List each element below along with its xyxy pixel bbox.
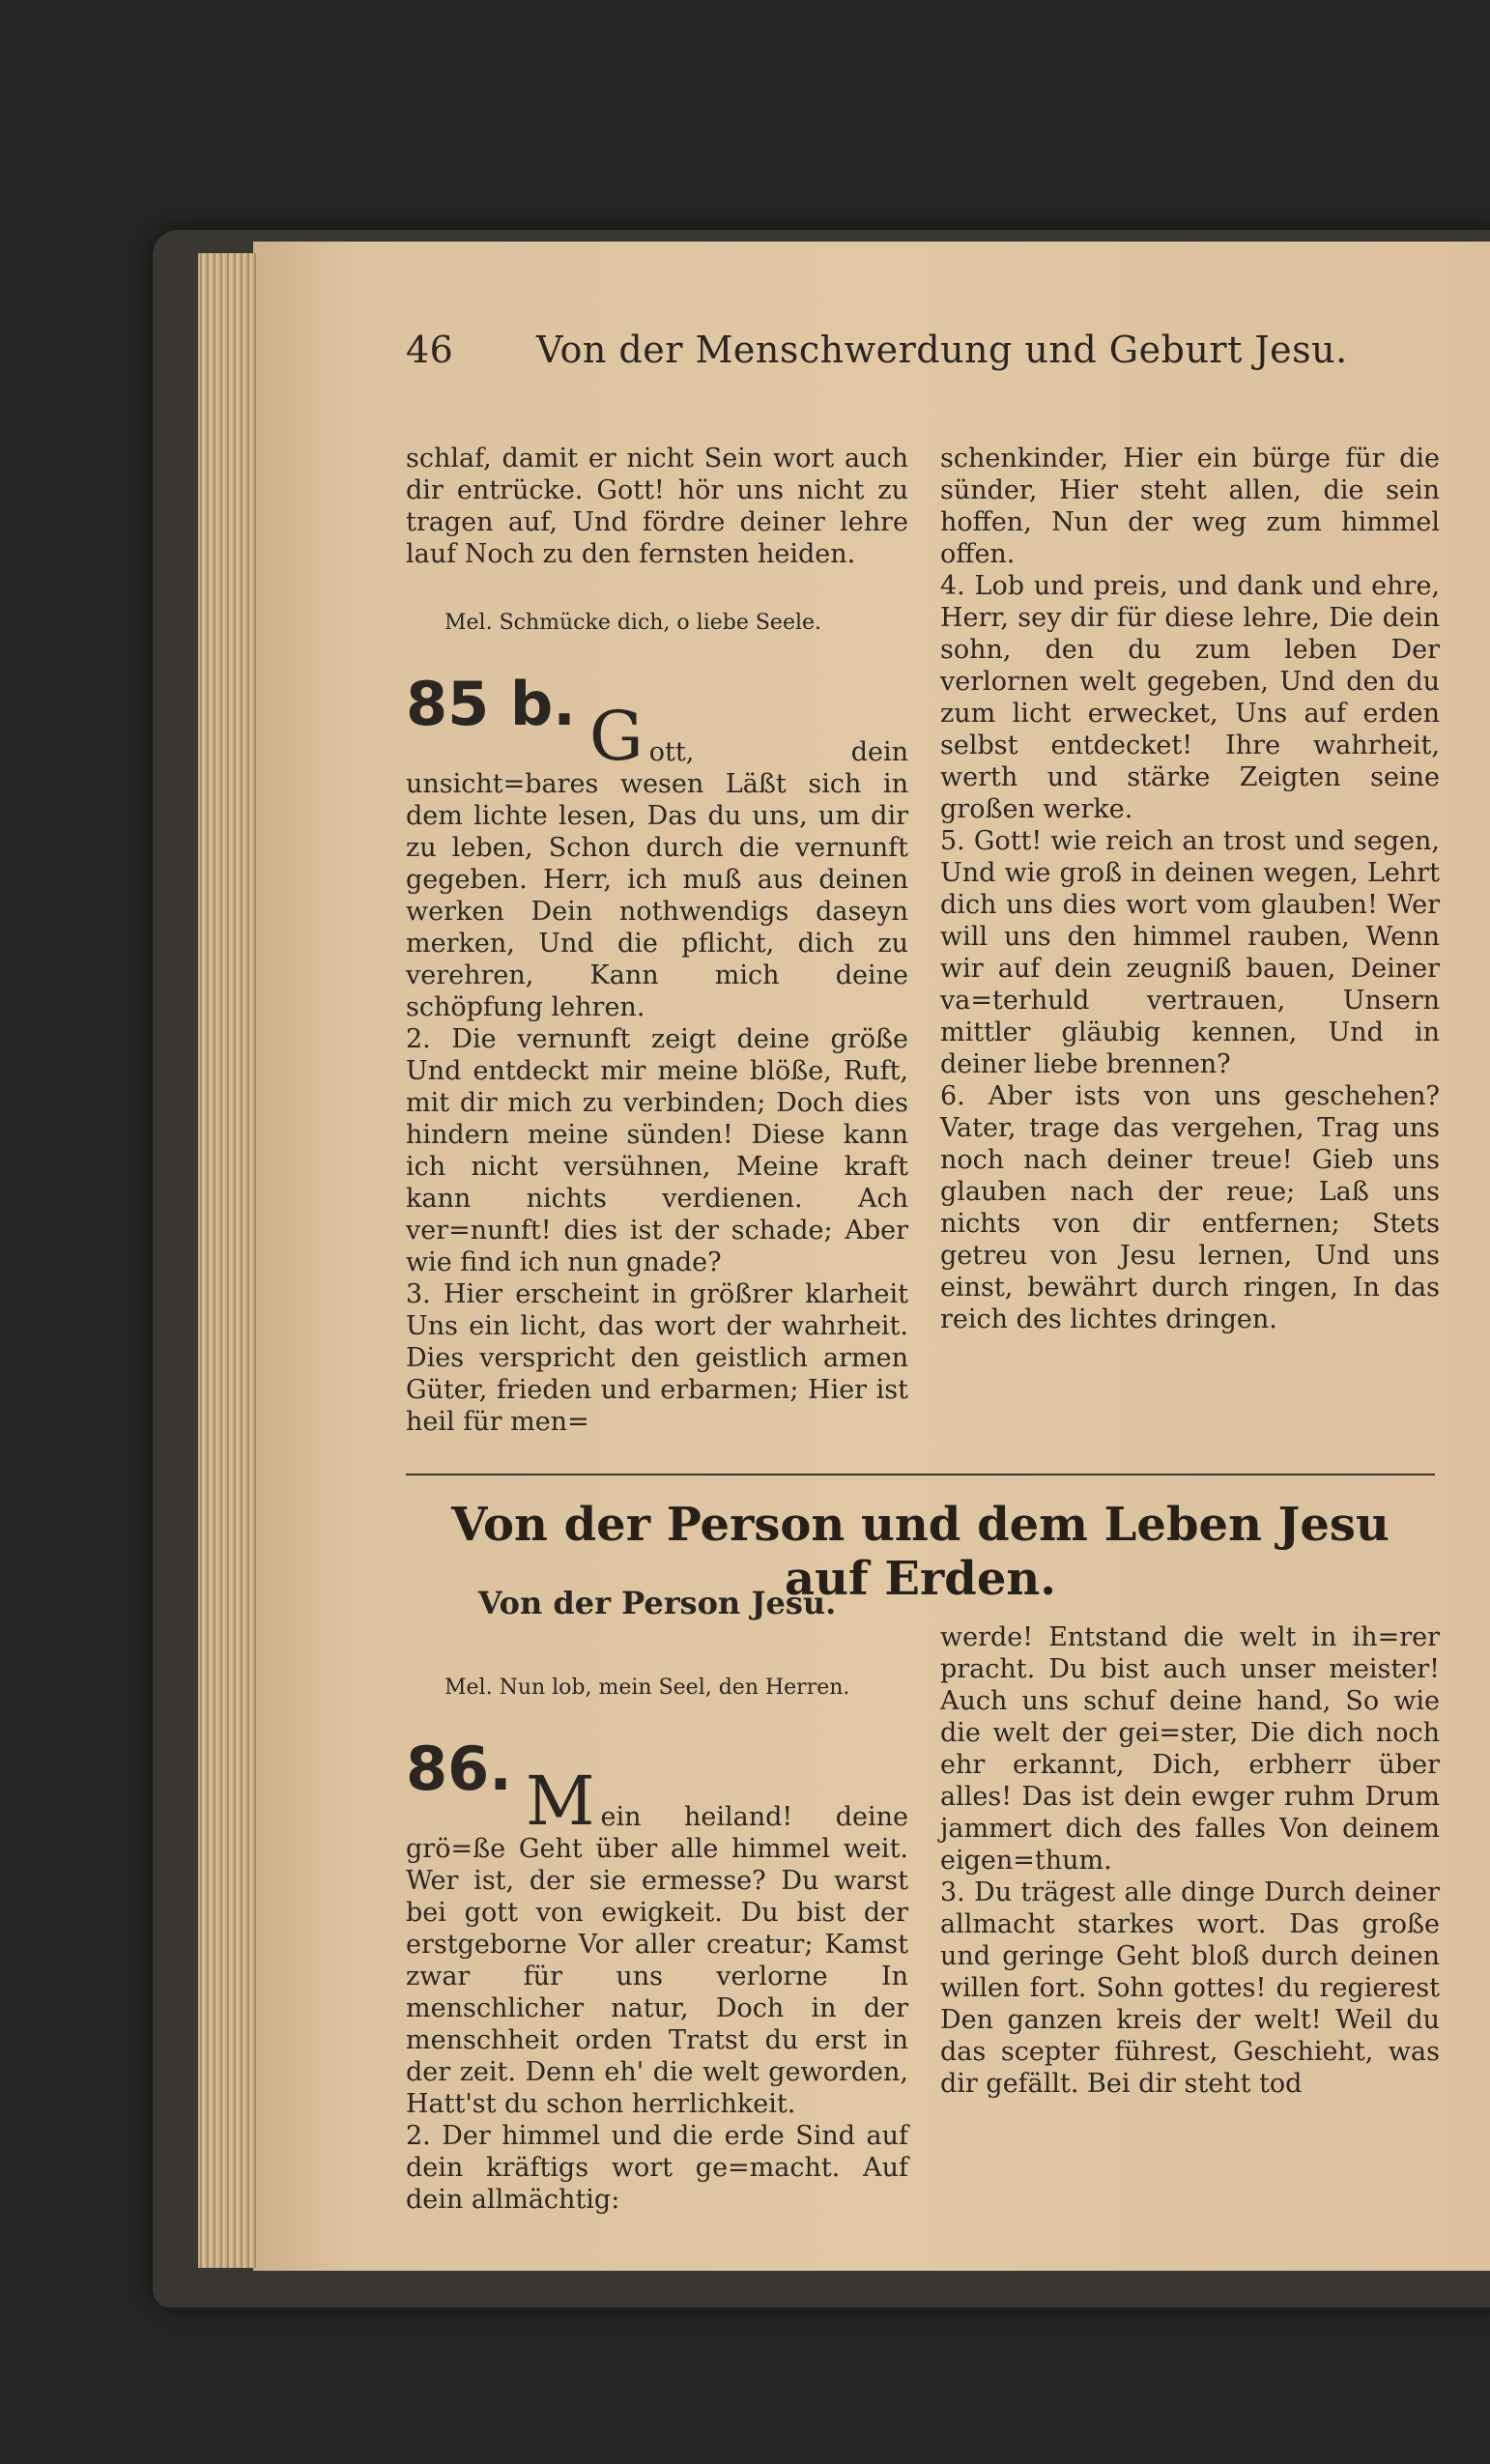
melody-note: Mel. Schmücke dich, o liebe Seele. xyxy=(444,611,822,635)
column-bottom-left xyxy=(406,1590,908,2216)
section-divider xyxy=(406,1474,1435,1476)
page-edges xyxy=(198,253,256,2268)
running-title: Von der Menschwerdung und Geburt Jesu. xyxy=(536,329,1348,371)
column-top-right xyxy=(940,411,1440,1335)
hymn-text: ein heiland! deine grö=ße Geht über alle himmel weit. Wer ist, der sie ermesse? Du warst bei gott von ewigkeit. Du bist der erstgeborne Vor aller creatur; Kamst zwar für uns verlorne In menschlicher natur, Doch in der menschheit orden Tratst du erst in der zeit. Denn eh' die welt geworden, Hatt'st du schon herrlichkeit. 2. Der himmel und die erde Sind auf dein kräftigs wort ge=macht. Auf dein allmächtig: xyxy=(406,1802,908,2215)
drop-initial: M xyxy=(525,1762,595,1841)
melody-note: Mel. Nun lob, mein Seel, den Herren. xyxy=(444,1676,850,1700)
hymn-text: schenkinder, Hier ein bürge für die sünder, Hier steht allen, die sein hoffen, Nun der weg zum himmel offen. 4. Lob und preis, und dank und ehre, Herr, sey dir für diese lehre, Die dein sohn, den du zum leben Der verlornen welt gegeben, Und den du zum licht erwecket, Uns auf erden selbst entdecket! Ihre wahrheit, werth und stärke Zeigten seine großen werke. 5. Gott! wie reich an trost und segen, Und wie groß in deinen wegen, Lehrt dich uns dies wort vom glauben! Wer will uns den himmel rauben, Wenn wir auf dein zeugniß bauen, Deiner va=terhuld vertrauen, Unsern mittler gläubig kennen, Und in deiner liebe brennen? 6. Aber ists von uns geschehen? Vater, trage das vergehen, Trag uns noch nach deiner treue! Gieb uns glauben nach der reue; Laß uns nichts von dir entfernen; Stets getreu von Jesu lernen, Und uns einst, bewährt durch ringen, In das reich des lichtes dringen. xyxy=(940,444,1440,1334)
hymn-number: 86. xyxy=(406,1733,512,1804)
hymn-number: 85 b. xyxy=(406,669,576,739)
hymn-text: werde! Entstand die welt in ih=rer pracht. Du bist auch unser meister! Auch uns schuf deine hand, So wie die welt der gei=ster, Die dich noch ehr erkannt, Dich, erbherr über alles! Das ist dein ewger ruhm Drum jammert dich des falles Von deinem eigen=thum. 3. Du trägest alle dinge Durch deiner allmacht starkes wort. Das große und geringe Geht bloß durch deinen willen fort. Sohn gottes! du regierest Den ganzen kreis der welt! Weil du das scepter führest, Geschieht, was dir gefällt. Bei dir steht tod xyxy=(940,1622,1440,2099)
column-bottom-right xyxy=(940,1590,1440,2100)
column-top-left xyxy=(406,411,908,1438)
continued-text: schlaf, damit er nicht Sein wort auch dir entrücke. Gott! hör uns nicht zu tragen auf, Und fördre deiner lehre lauf Noch zu den fernsten heiden. xyxy=(406,444,908,569)
subsection-title: Von der Person Jesu. xyxy=(477,1585,837,1621)
hymn-text: ott, dein unsicht=bares wesen Läßt sich in dem lichte lesen, Das du uns, um dir zu leben, Schon durch die vernunft gegeben. Herr, ich muß aus deinen werken Dein nothwendigs daseyn merken, Und die pflicht, dich zu verehren, Kann mich deine schöpfung lehren. 2. Die vernunft zeigt deine größe Und entdeckt mir meine blöße, Ruft, mit dir mich zu verbinden; Doch dies hindern meine sünden! Diese kann ich nicht versühnen, Meine kraft kann nichts verdienen. Ach ver=nunft! dies ist der schade; Aber wie find ich nun gnade? 3. Hier erscheint in größrer klarheit Uns ein licht, das wort der wahrheit. Dies verspricht den geistlich armen Güter, frieden und erbarmen; Hier ist heil für men= xyxy=(406,737,908,1437)
running-header xyxy=(406,329,1372,387)
page-number: 46 xyxy=(406,329,454,371)
drop-initial: G xyxy=(588,697,644,776)
section-title: Von der Person und dem Leben Jesu auf Erden. xyxy=(451,1498,1390,1606)
